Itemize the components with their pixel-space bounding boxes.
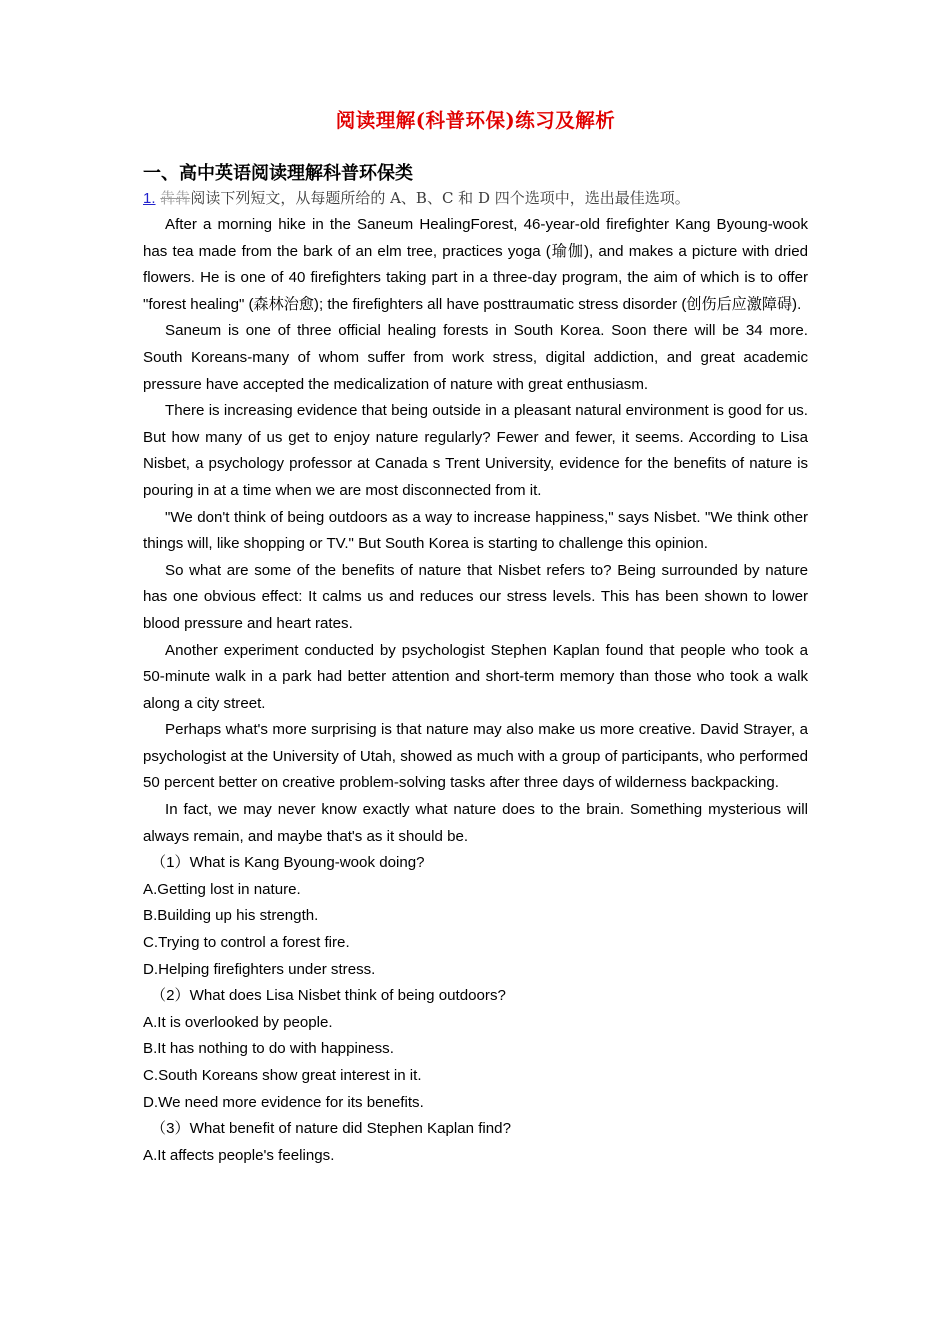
answer-option[interactable]: A.It affects people's feelings. [143,1146,335,1164]
answer-option[interactable]: B.Building up his strength. [143,907,319,925]
instruction-line [143,187,808,213]
body-paragraph: After a morning hike in the Saneum HealingForest, 46-year-old firefighter Kang Byoung-wook has tea made from the bark of an elm tree, practices yoga (瑜伽), and makes a picture with dried flowers. He is one of 40 firefighters taking part in a three-day program, the aim of which is to offer "forest healing" (森林治愈); the firefighters all have posttraumatic stress disorder (创伤后应激障碍). [143,216,808,313]
instruction-number: 1. [143,189,156,207]
body-paragraph: In fact, we may never know exactly what nature does to the brain. Something mysterious will always remain, and maybe that's as it should be. [143,801,808,845]
body-paragraph: So what are some of the benefits of nature that Nisbet refers to? Being surrounded by nature has one obvious effect: It calms us and reduces our stress levels. This has been shown to lower blood pressure and heart rates. [143,561,808,632]
answer-option[interactable]: A.Getting lost in nature. [143,880,301,898]
question-prompt: （2）What does Lisa Nisbet think of being outdoors? [151,987,506,1005]
question-prompt: （1）What is Kang Byoung-wook doing? [151,854,425,872]
question-prompt: （3）What benefit of nature did Stephen Kaplan find? [151,1120,511,1138]
answer-option[interactable]: C.Trying to control a forest fire. [143,934,350,952]
page-title: 阅读理解(科普环保)练习及解析 [335,109,616,132]
answer-option[interactable]: A.It is overlooked by people. [143,1013,333,1031]
document-content [143,0,808,1169]
body-paragraph: Perhaps what's more surprising is that nature may also make us more creative. David Strayer, a psychologist at the University of Utah, showed as much with a group of participants, who performed 50 percent better on creative problem-solving tasks after three days of wilderness backpacking. [143,721,808,792]
body-paragraph: "We don't think of being outdoors as a way to increase happiness," says Nisbet. "We think other things will, like shopping or TV." But South Korea is starting to challenge this opinion. [143,508,808,553]
body-paragraph: Another experiment conducted by psychologist Stephen Kaplan found that people who took a 50-minute walk in a park had better attention and short-term memory than those who took a walk along a city street. [143,641,808,712]
instruction-struck-text: 犇犇 [160,188,191,207]
answer-option[interactable]: D.Helping firefighters under stress. [143,960,376,978]
answer-option[interactable]: C.South Koreans show great interest in it. [143,1067,422,1084]
body-paragraph: There is increasing evidence that being outside in a pleasant natural environment is good for us. But how many of us get to enjoy nature regularly? Fewer and fewer, it seems. According to Lisa Nisbet, a psychology professor at Canada s Trent University, evidence for the benefits of nature is pouring in at a time when we are most disconnected from it. [143,402,808,499]
answer-option[interactable]: B.It has nothing to do with happiness. [143,1040,394,1058]
answer-option[interactable]: D.We need more evidence for its benefits. [143,1093,424,1111]
section-heading: 一、高中英语阅读理解科普环保类 [143,163,413,184]
instruction-text: 阅读下列短文，从每题所给的 A、B、C 和 D 四个选项中，选出最佳选项。 [190,188,690,207]
body-paragraph: Saneum is one of three official healing forests in South Korea. Soon there will be 34 more. South Koreans-many of whom suffer from work stress, digital addiction, and great academic pressure have accepted the medicalization of nature with great enthusiasm. [143,322,808,393]
